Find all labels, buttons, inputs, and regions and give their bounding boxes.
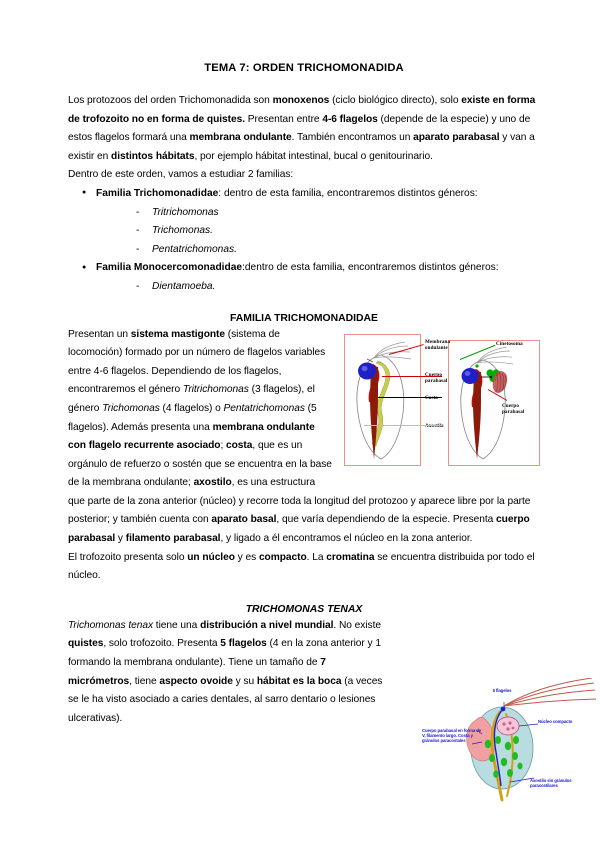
label-membrana-ondulante: Membrana ondulante [425, 338, 451, 351]
label-axostilo-tenax: Axostilo sin gránulos paraxostilares [530, 778, 572, 789]
intro-text-g: (depende de la especie) y uno de estos flagelos formará una [68, 113, 531, 144]
family-name-2: Familia Monocercomonadidae [96, 262, 243, 274]
family-rest-1: : dentro de esta familia, encontraremos distintos géneros: [218, 187, 478, 199]
intro-text-m: , por ejemplo hábitat intestinal, bucal o genitourinario. [194, 150, 433, 162]
leader-line-cuerpo [382, 376, 442, 377]
s2-bold-tamano: 7 micrómetros [68, 657, 326, 687]
section-heading-familia: FAMILIA TRICHOMONADIDAE [230, 312, 378, 324]
s1-t19: y [115, 533, 126, 545]
s1-t17: , que varía dependiendo de la especie. Presenta [276, 514, 497, 526]
list-item-family-trichomonadidae [68, 185, 540, 259]
genus-name: Pentatrichomonas. [152, 243, 237, 255]
s2-t2: tiene una [153, 619, 201, 631]
label-cuerpo-parabasal-tenax: Cuerpo parabasal en forma de V, filamento largo. Costa y gránulos paracostales [422, 728, 482, 744]
families-list [68, 185, 540, 297]
cell-diagram-left [348, 341, 414, 461]
s1-bold-mastigonte: sistema mastigonte [130, 328, 226, 340]
section1-paragraph-2 [68, 549, 540, 586]
intro-paragraph-2: Dentro de este orden, vamos a estudiar 2 familias: [68, 169, 294, 181]
intro-text-c: (ciclo biológico directo), solo [329, 95, 462, 106]
label-cuerpo-parabasal-2: Cuerpo parabasal [502, 402, 525, 415]
list-item-genus [96, 222, 540, 241]
label-nucleo-compacto: Núcleo compacto [538, 719, 573, 724]
s1-t11: ; [220, 440, 227, 452]
s1-bold-filamento: filamento parabasal [125, 533, 221, 545]
section-heading-tenax: TRICHOMONAS TENAX [245, 603, 363, 615]
s2-bold-flagelos: 5 flagelos [220, 638, 267, 650]
s1-bold-compacto: compacto [258, 551, 307, 563]
s1-t3: (sistema de locomoción) formado por un número de flagelos variables entre 4-6 flagelos. Dependiendo de los flagelos, encontraremos el género [68, 328, 326, 396]
intro-paragraph-1 [68, 92, 540, 166]
s2-t8: (4 en la zona anterior y 1 formando la membrana ondulante). Tiene un tamaño de [68, 638, 381, 669]
intro-bold-habitats: distintos hábitats [111, 150, 195, 162]
genus-name: Tritrichomonas [152, 206, 219, 218]
genus-name: Trichomonas. [152, 225, 213, 237]
label-cinetosoma: Cinetosoma [496, 340, 523, 347]
page-title: TEMA 7: ORDEN TRICHOMONADIDA [204, 62, 404, 74]
genus-name: Dientamoeba. [152, 280, 216, 292]
intro-text-i: . También encontramos un [291, 132, 414, 144]
s1-bold-nucleo: un núcleo [187, 551, 235, 563]
s1-t5: (3 flagelos), el género [68, 384, 315, 414]
s2-bold-habitat: hábitat es la boca [256, 675, 342, 687]
intro-bold-flagelos: 4-6 flagelos [322, 113, 378, 125]
family-rest-2: :dentro de esta familia, encontraremos distintos géneros: [242, 262, 499, 274]
s1-t22: El trofozoito presenta solo [68, 551, 188, 563]
intro-bold-trofozoito: existe en forma de trofozoito no en forma de quistes. [68, 95, 536, 125]
s1-bold-aparato-basal: aparato basal [211, 514, 277, 526]
label-costa: Costa [425, 394, 438, 401]
leader-line-axostilo [364, 425, 442, 426]
label-cuerpo-parabasal: Cuerpo parabasal [425, 371, 448, 384]
s1-t7: (4 flagelos) o [159, 402, 224, 414]
s1-t24: y es [234, 551, 259, 563]
s1-bold-costa: costa [226, 440, 253, 452]
s2-t14: (a veces se le ha visto asociado a caries dentales, al sarro dentario o lesiones ulcerativas). [68, 675, 383, 724]
s1-bold-cuerpo-parabasal: cuerpo parabasal [68, 514, 530, 545]
s2-t10: , tiene [129, 675, 160, 687]
s1-t15: , es una estructura que parte de la zona anterior (núcleo) y recorre toda la longitud del protozoo y aparece libre por la parte posterior; y también cuenta con [68, 477, 531, 526]
label-axostilo: Axostilo [425, 422, 444, 429]
s1-italic-tritrichomonas: Tritrichomonas [182, 384, 249, 396]
s1-bold-cromatina: cromatina [326, 551, 375, 563]
s1-t21: , y ligado a él encontramos el núcleo en la zona anterior. [220, 533, 473, 545]
genera-list-2 [96, 278, 540, 297]
section2-paragraph [68, 617, 388, 729]
genera-list-1 [96, 204, 540, 260]
s1-t9: (5 flagelos). Además presenta una [68, 402, 317, 433]
s2-bold-ovoide: aspecto ovoide [159, 675, 233, 687]
s2-italic-name: Trichomonas tenax [68, 619, 154, 631]
label-5-flagelos: 5 flagelos [492, 688, 512, 693]
figure-trichomonas-tenax-diagram [420, 678, 596, 806]
intro-bold-membrana: membrana ondulante [189, 132, 292, 144]
s1-italic-trichomonas: Trichomonas [102, 402, 160, 414]
list-item-genus [96, 204, 540, 223]
s2-t4: . No existe [333, 619, 381, 631]
figure-trichomonadidae-diagram [344, 331, 540, 473]
s1-t28: se encuentra distribuida por todo el núcleo. [68, 551, 535, 582]
intro-bold-aparato: aparato parabasal [413, 132, 500, 144]
s1-t1: Presentan un [68, 328, 131, 340]
intro-text-k: y van a existir en [68, 132, 535, 162]
list-item-family-monocercomonadidae [68, 259, 540, 296]
s1-t26: . La [306, 551, 327, 563]
s2-t6: , solo trofozoito. Presenta [103, 638, 221, 650]
intro-bold-monoxenos: monoxenos [272, 95, 330, 106]
list-item-genus [96, 241, 540, 260]
leader-line-costa [378, 397, 442, 398]
s1-t13: , que es un orgánulo de refuerzo o sostén que se encuentra en la base de la membrana ondulante; [68, 440, 332, 489]
intro-text-a: Los protozoos del orden Trichomonadida son [68, 95, 273, 106]
s2-bold-quistes: quistes [68, 638, 104, 650]
s2-bold-distribucion: distribución a nivel mundial [200, 619, 334, 631]
family-name-1: Familia Trichomonadidae [96, 187, 219, 199]
s2-t12: y su [232, 675, 257, 687]
list-item-genus [96, 278, 540, 297]
s1-bold-axostilo: axostilo [193, 477, 232, 489]
s1-bold-membrana: membrana ondulante con flagelo recurrente asociado [68, 421, 315, 452]
intro-text-e: Presentan entre [245, 113, 323, 125]
s1-italic-pentatrichomonas: Pentatrichomonas [223, 402, 305, 414]
